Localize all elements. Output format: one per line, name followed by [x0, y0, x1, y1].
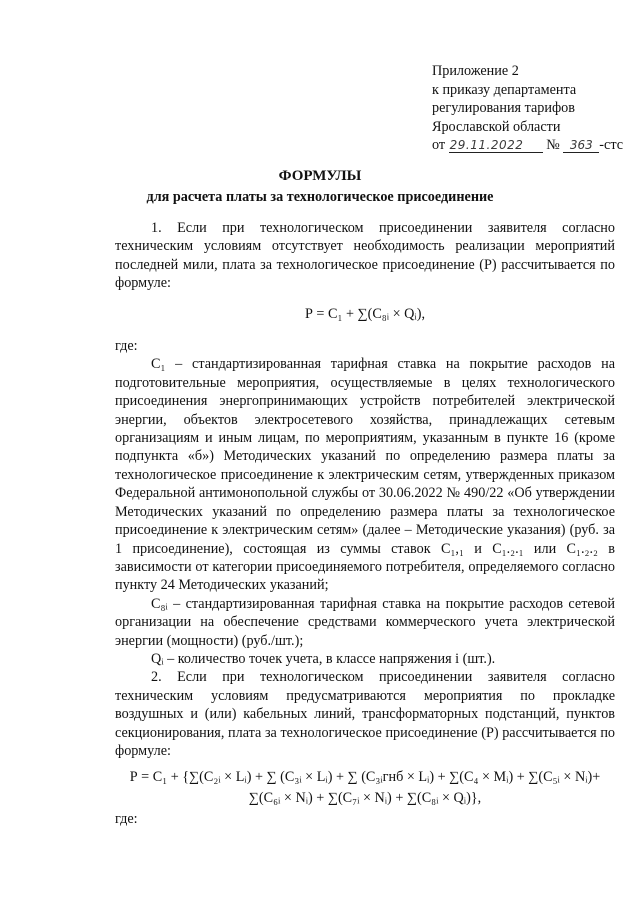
- handwritten-date: 29.11.2022: [449, 139, 543, 153]
- formula-2-line-1: Р = C₁ + {∑(C₂ᵢ × Lᵢ) + ∑ (C₃ᵢ × Lᵢ) + ∑ (C₃ᵢгнб × Lᵢ) + ∑(C₄ × Mᵢ) + ∑(C₅ᵢ × Nᵢ)+: [129, 769, 601, 786]
- formula-2-line-2: ∑(C₆ᵢ × Nᵢ) + ∑(C₇ᵢ × Nᵢ) + ∑(C₈ᵢ × Qᵢ)},: [248, 790, 482, 807]
- where-label: где:: [115, 338, 138, 355]
- document-subtitle: для расчета платы за технологическое присоединение: [146, 189, 494, 205]
- paragraph-1: 1. Если при технологическом присоединении заявителя согласно техническим условиям отсутствует необходимость реализации мероприятий последней мили, плата за технологическое присоединение (Р) рассчитывается по формуле:: [115, 220, 615, 292]
- annex-block: [432, 62, 632, 155]
- annex-date-line: [432, 136, 632, 155]
- annex-line: Ярославской области: [432, 118, 561, 135]
- where-label: где:: [115, 811, 138, 828]
- number-label: №: [546, 137, 560, 153]
- definition-qi: Qᵢ – количество точек учета, в классе напряжения i (шт.).: [151, 650, 496, 667]
- annex-line: Приложение 2: [432, 63, 519, 79]
- formula-1: Р = C₁ + ∑(C₈ᵢ × Qᵢ),: [305, 305, 425, 322]
- annex-line: регулирования тарифов: [432, 100, 575, 116]
- document-title: ФОРМУЛЫ: [278, 168, 362, 184]
- annex-line: к приказу департамента: [432, 81, 577, 98]
- paragraph-2: 2. Если при технологическом присоединении заявителя согласно техническим условиям предусматриваются мероприятия по прокладке воздушных и (или) кабельных линий, трансформаторных подстанций, пунктов секционирования, плата за технологическое присоединение (Р) рассчитывается по формуле:: [115, 669, 615, 759]
- definition-c8: C₈ᵢ – стандартизированная тарифная ставка на покрытие расходов сетевой организации на обеспечение средствами коммерческого учета электрической энергии (мощности) (руб./шт.);: [115, 595, 615, 649]
- handwritten-number: 363: [563, 139, 599, 153]
- definition-c1: C₁ – стандартизированная тарифная ставка на покрытие расходов на подготовительные мероприятия, осуществляемые в целях технологического присоединения энергопринимающих устройств потребителей электрической энергии, объектов электросетевого хозяйства, принадлежащих сетевым организациям и иным лицам, по мероприятиям, указанным в пункте 16 (кроме подпункта «б») Методических указаний по определению размера платы за технологическое присоединение к электрическим сетям, утвержденных приказом Федеральной антимонопольной службы от 30.06.2022 № 490/22 «Об утверждении Методических указаний по определению размера платы за технологическое присоединение к электрическим сетям» (далее – Методические указания) (руб. за 1 присоединение), состоящая из суммы ставок C₁,₁ и C₁.₂.₁ или C₁.₂.₂ в зависимости от категории присоединяемого потребителя, определяемого согласно пункту 24 Методических указаний;: [115, 356, 615, 594]
- from-label: от: [432, 137, 446, 153]
- number-suffix: -стс: [599, 137, 623, 153]
- document-body: [115, 219, 615, 829]
